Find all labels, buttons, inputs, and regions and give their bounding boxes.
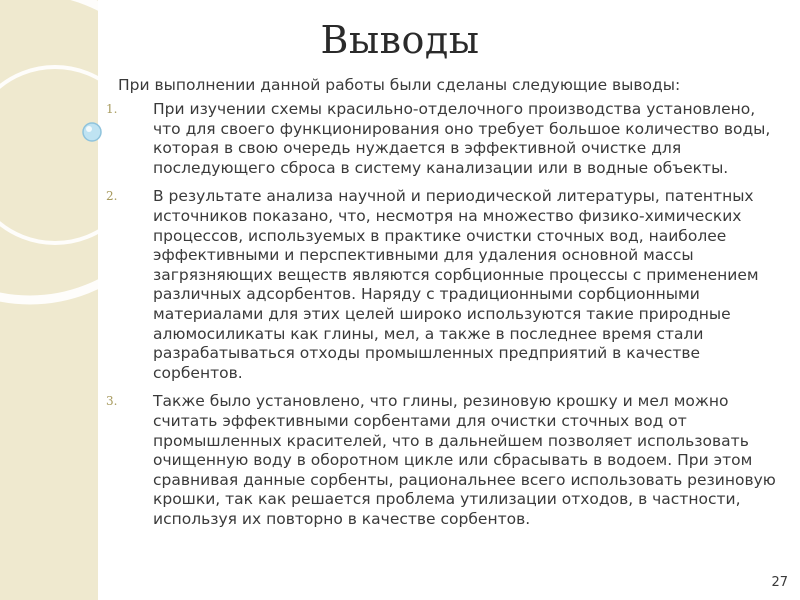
page-number: 27 (771, 575, 788, 590)
slide-title: Выводы (320, 18, 480, 62)
list-item-text: Также было установлено, что глины, резиновую крошку и мел можно считать эффективными сорбентами для очистки сточных вод от промышленных красителей, что в дальнейшем позволяет использовать очищенную воду в оборотном цикле или сбрасывать в водоем. При этом сравнивая данные сорбенты, рациональнее всего использовать резиновую крошки, так как решается проблема утилизации отходов, в частности, используя их повторно в качестве сорбентов. (153, 392, 776, 528)
list-item (106, 100, 782, 178)
list-item-text: В результате анализа научной и периодической литературы, патентных источников показано, что, несмотря на множество физико-химических процессов, используемых в практике очистки сточных вод, наиболее эффективными и перспективными для удаления основной массы загрязняющих веществ являются сорбционные процессы с применением различных адсорбентов. Наряду с традиционными сорбционными материалами для этих целей широко используются такие природные алюмосиликаты как глины, мел, а также в последнее время стали разрабатываться отходы промышленных предприятий в качестве сорбентов. (153, 187, 759, 382)
list-number: 1. (106, 102, 118, 116)
intro-text: При выполнении данной работы были сделаны следующие выводы: (118, 76, 681, 94)
list-item (106, 187, 782, 383)
list-item-text: При изучении схемы красильно-отделочного производства установлено, что для своего функционирования оно требует большое количество воды, которая в свою очередь нуждается в эффективной очистке для последующего сброса в систему канализации или в водные объекты. (153, 100, 771, 177)
list-number: 2. (106, 189, 118, 204)
blue-dot (83, 123, 101, 141)
list-item (106, 392, 782, 529)
list-number: 3. (106, 394, 118, 409)
conclusions-list (106, 100, 782, 538)
blue-dot-highlight (86, 126, 92, 132)
